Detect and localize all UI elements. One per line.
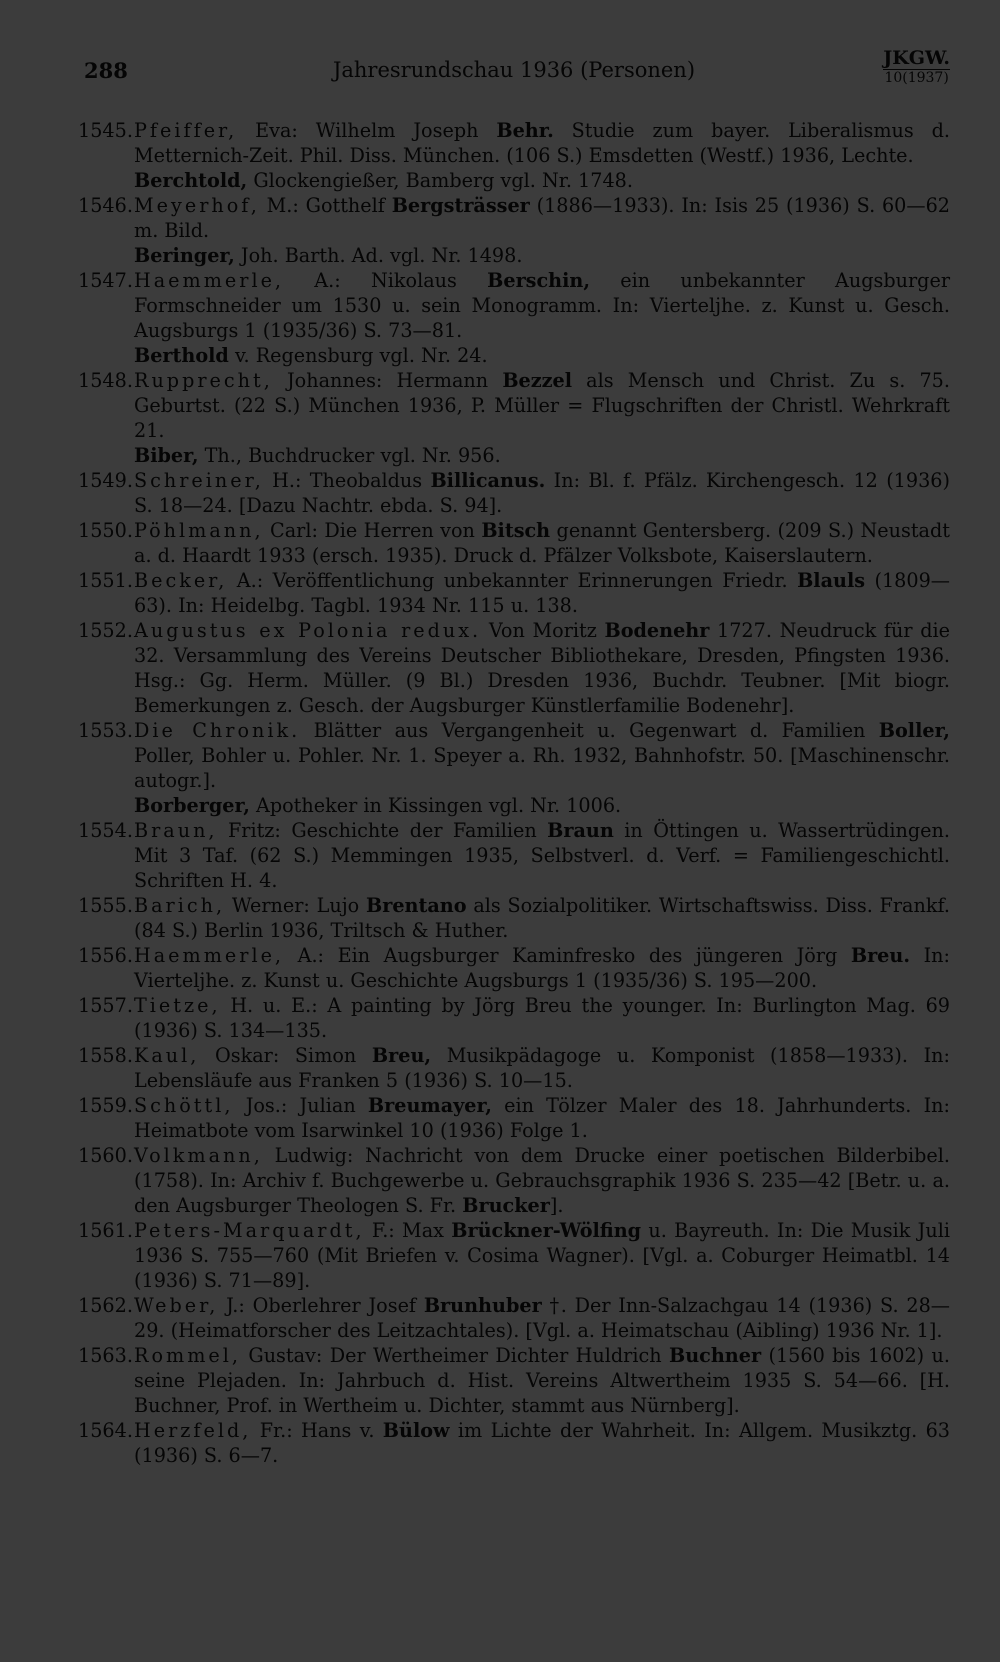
entry-text: J.: Oberlehrer Josef [218,1294,424,1317]
entry-subject: Brückner-Wölfing [451,1219,642,1242]
entry-subject: Billicanus. [430,469,546,492]
entry-text-continued: (1809—63). In: Heidelbg. Tagbl. 1934 Nr. 115 u. 138. [134,569,950,617]
cross-reference-subject: Biber, [134,444,199,467]
entry-text-continued: als Sozialpolitiker. Wirtschaftswiss. Diss. Frankf. (84 S.) Berlin 1936, Triltsch & Huther. [134,894,950,942]
entry-author: Becker, [134,569,228,592]
bibliography-entry [78,718,950,793]
entry-author: Augustus ex Polonia redux. [134,619,482,642]
entry-number: 1547. [78,269,133,292]
entry-author: Rommel, [134,1344,241,1367]
page-header [78,47,950,110]
entry-subject: Brentano [366,894,467,917]
entry-text: A.: Ein Augsburger Kaminfresko des jüngeren Jörg [284,944,851,967]
entry-text-continued: genannt Gentersberg. (209 S.) Neustadt a. d. Haardt 1933 (ersch. 1935). Druck d. Pfälzer Volksbote, Kaiserslautern. [134,519,950,567]
entry-text: Fr.: Hans v. [251,1419,383,1442]
entry-subject: Bitsch [481,519,551,542]
bibliography-entry [78,818,950,893]
entry-number: 1562. [78,1294,133,1317]
entry-text: Eva: Wilhelm Joseph [237,119,497,142]
bibliography-entry [78,1143,950,1218]
entry-text-continued: u. Bayreuth. In: Die Musik Juli 1936 S. 755—760 (Mit Briefen v. Cosima Wagner). [Vgl. a. Coburger Heimatbl. 14 (1936) S. 71—89]. [134,1219,951,1292]
entry-subject: Bergsträsser [391,194,530,217]
cross-reference-text: Joh. Barth. Ad. vgl. Nr. 1498. [234,244,523,267]
entry-number: 1554. [78,819,133,842]
entry-author: Schreiner, [134,469,264,492]
entry-text-continued: Musikpädagoge u. Komponist (1858—1933). In: Lebensläufe aus Franken 5 (1936) S. 10—15. [134,1044,950,1092]
entry-text: H. u. E.: A painting by Jörg Breu the younger. In: Burlington Mag. 69 (1936) S. 134—135. [134,994,950,1042]
entry-text-continued: ]. [549,1194,564,1217]
cross-reference-subject: Borberger, [134,794,250,817]
entry-text: Jos.: Julian [233,1094,368,1117]
entry-author: Herzfeld, [134,1419,252,1442]
entry-text: Gustav: Der Wertheimer Dichter Huldrich [240,1344,669,1367]
bibliography-entry [78,993,950,1043]
entry-number: 1563. [78,1344,133,1367]
entry-author: Tietze, [134,994,221,1017]
page-title: Jahresrundschau 1936 (Personen) [332,58,696,82]
bibliography-entry [78,193,950,243]
journal-code-top: JKGW. [883,47,950,69]
bibliography-entry [78,518,950,568]
entry-subject: Brucker [462,1194,550,1217]
entry-author: Haemmerle, [134,944,285,967]
cross-reference [78,168,950,193]
entry-text: Ludwig: Nachricht von dem Drucke einer poetischen Bilderbibel. (1758). In: Archiv f. Buchgewerbe u. Gebrauchsgraphik 1936 S. 235—42 [Betr. u. a. den Augsburger Theologen S. Fr. [134,1144,950,1217]
entry-text: A.: Veröffentlichung unbekannter Erinnerungen Friedr. [227,569,798,592]
entry-subject: Breu, [371,1044,432,1067]
bibliography-entry [78,1418,950,1468]
cross-reference [78,343,950,368]
entry-text: Oskar: Simon [199,1044,372,1067]
entry-number: 1560. [78,1144,133,1167]
entry-author: Barich, [134,894,226,917]
entry-author: Schöttl, [134,1094,234,1117]
bibliography-entries [78,118,950,1468]
entry-number: 1551. [78,569,133,592]
entry-text-continued: in Öttingen u. Wassertrüdingen. Mit 3 Taf. (62 S.) Memmingen 1935, Selbstverl. d. Verf. = Familiengeschichtl. Schriften H. 4. [134,819,950,892]
entry-author: Pöhlmann, [134,519,264,542]
cross-reference-text: Apotheker in Kissingen vgl. Nr. 1006. [249,794,622,817]
entry-text-continued: 1727. Neudruck für die 32. Versammlung des Vereins Deutscher Bibliothekare, Dresden, Pfingsten 1936. Hsg.: Gg. Herm. Müller. (9 Bl.) Dresden 1936, Buchdr. Teubner. [Mit biogr. Bemerkungen z. Gesch. der Augsburger Künstlerfamilie Bodenehr]. [134,619,951,717]
entry-subject: Bodenehr [604,619,710,642]
entry-text-continued: †. Der Inn-Salzachgau 14 (1936) S. 28—29. (Heimatforscher des Leitzachtales). [Vgl. a. Heimatschau (Aibling) 1936 Nr. 1]. [134,1294,950,1342]
entry-subject: Buchner [668,1344,762,1367]
journal-code-bottom: 10(1937) [884,69,949,86]
entry-text: F.: Max [364,1219,452,1242]
entry-number: 1553. [78,719,133,742]
entry-text-continued: als Mensch und Christ. Zu s. 75. Geburtst. (22 S.) München 1936, P. Müller = Flugschriften der Christl. Wehrkraft 21. [134,369,950,442]
cross-reference-subject: Berchtold, [134,169,248,192]
bibliography-entry [78,1343,950,1418]
entry-number: 1564. [78,1419,133,1442]
cross-reference-text: v. Regensburg vgl. Nr. 24. [228,344,488,367]
entry-number: 1550. [78,519,133,542]
entry-subject: Berschin, [487,269,591,292]
entry-text: Werner: Lujo [225,894,367,917]
entry-subject: Behr. [496,119,554,142]
entry-subject: Blauls [797,569,866,592]
entry-text-continued: In: Vierteljhe. z. Kunst u. Geschichte Augsburgs 1 (1935/36) S. 195—200. [134,944,950,992]
bibliography-entry [78,468,950,518]
entry-text: Carl: Die Herren von [263,519,482,542]
entry-text: Blätter aus Vergangenheit u. Gegenwart d. Familien [300,719,879,742]
entry-author: Die Chronik. [134,719,301,742]
entry-number: 1552. [78,619,133,642]
bibliography-entry [78,118,950,168]
entry-author: Haemmerle, [134,269,285,292]
cross-reference-subject: Berthold [134,344,229,367]
entry-text: Johannes: Hermann [272,369,503,392]
entry-subject: Bülow [382,1419,450,1442]
entry-subject: Brunhuber [423,1294,542,1317]
entry-text-continued: ein unbekannter Augsburger Formschneider um 1530 u. sein Monogramm. In: Vierteljhe. z. Kunst u. Gesch. Augsburgs 1 (1935/36) S. 73—81. [134,269,950,342]
bibliography-entry [78,943,950,993]
bibliography-entry [78,1093,950,1143]
entry-number: 1555. [78,894,133,917]
entry-author: Volkmann, [134,1144,263,1167]
bibliography-entry [78,368,950,443]
page-number: 288 [84,58,128,83]
entry-text-continued: (1560 bis 1602) u. seine Plejaden. In: Jahrbuch d. Hist. Vereins Altwertheim 1935 S. 54—66. [H. Buchner, Prof. in Wertheim u. Dichter, stammt aus Nürnberg]. [134,1344,950,1417]
entry-text: A.: Nikolaus [284,269,488,292]
cross-reference-subject: Beringer, [134,244,235,267]
entry-text-continued: (1886—1933). In: Isis 25 (1936) S. 60—62 m. Bild. [134,194,950,242]
entry-number: 1557. [78,994,133,1017]
entry-number: 1556. [78,944,133,967]
entry-subject: Braun [547,819,614,842]
entry-text-continued: In: Bl. f. Pfälz. Kirchengesch. 12 (1936) S. 18—24. [Dazu Nachtr. ebda. S. 94]. [134,469,950,517]
entry-subject: Breu. [850,944,911,967]
entry-author: Pfeiffer, [134,119,238,142]
entry-text: Von Moritz [481,619,605,642]
bibliography-entry [78,1043,950,1093]
bibliography-entry [78,618,950,718]
entry-author: Rupprecht, [134,369,273,392]
cross-reference [78,243,950,268]
entry-author: Braun, [134,819,218,842]
bibliography-entry [78,568,950,618]
entry-number: 1545. [78,119,133,142]
entry-text-continued: Studie zum bayer. Liberalismus d. Metternich-Zeit. Phil. Diss. München. (106 S.) Emsdetten (Westf.) 1936, Lechte. [134,119,950,167]
bibliography-entry [78,893,950,943]
bibliography-entry [78,1293,950,1343]
entry-number: 1561. [78,1219,133,1242]
entry-author: Weber, [134,1294,219,1317]
cross-reference-text: Glockengießer, Bamberg vgl. Nr. 1748. [247,169,633,192]
entry-subject: Breumayer, [367,1094,492,1117]
entry-text-continued: ein Tölzer Maler des 18. Jahrhunderts. In: Heimatbote vom Isarwinkel 10 (1936) Folge 1. [134,1094,950,1142]
entry-number: 1558. [78,1044,133,1067]
entry-author: Meyerhof, [134,194,260,217]
entry-subject: Bezzel [502,369,573,392]
entry-text: M.: Gotthelf [259,194,392,217]
entry-text: Fritz: Geschichte der Familien [217,819,548,842]
entry-number: 1549. [78,469,133,492]
entry-text: H.: Theobaldus [263,469,431,492]
entry-text-continued: Poller, Bohler u. Pohler. Nr. 1. Speyer a. Rh. 1932, Bahnhofstr. 50. [Maschinenschr. autogr.]. [134,744,950,792]
entry-author: Kaul, [134,1044,200,1067]
entry-author: Peters-Marquardt, [134,1219,365,1242]
entry-subject: Boller, [878,719,950,742]
entry-number: 1546. [78,194,133,217]
entry-number: 1559. [78,1094,133,1117]
cross-reference [78,793,950,818]
cross-reference [78,443,950,468]
cross-reference-text: Th., Buchdrucker vgl. Nr. 956. [198,444,501,467]
journal-code [883,48,950,86]
bibliography-entry [78,1218,950,1293]
entry-number: 1548. [78,369,133,392]
entry-text-continued: im Lichte der Wahrheit. In: Allgem. Musikztg. 63 (1936) S. 6—7. [134,1419,951,1467]
bibliography-entry [78,268,950,343]
